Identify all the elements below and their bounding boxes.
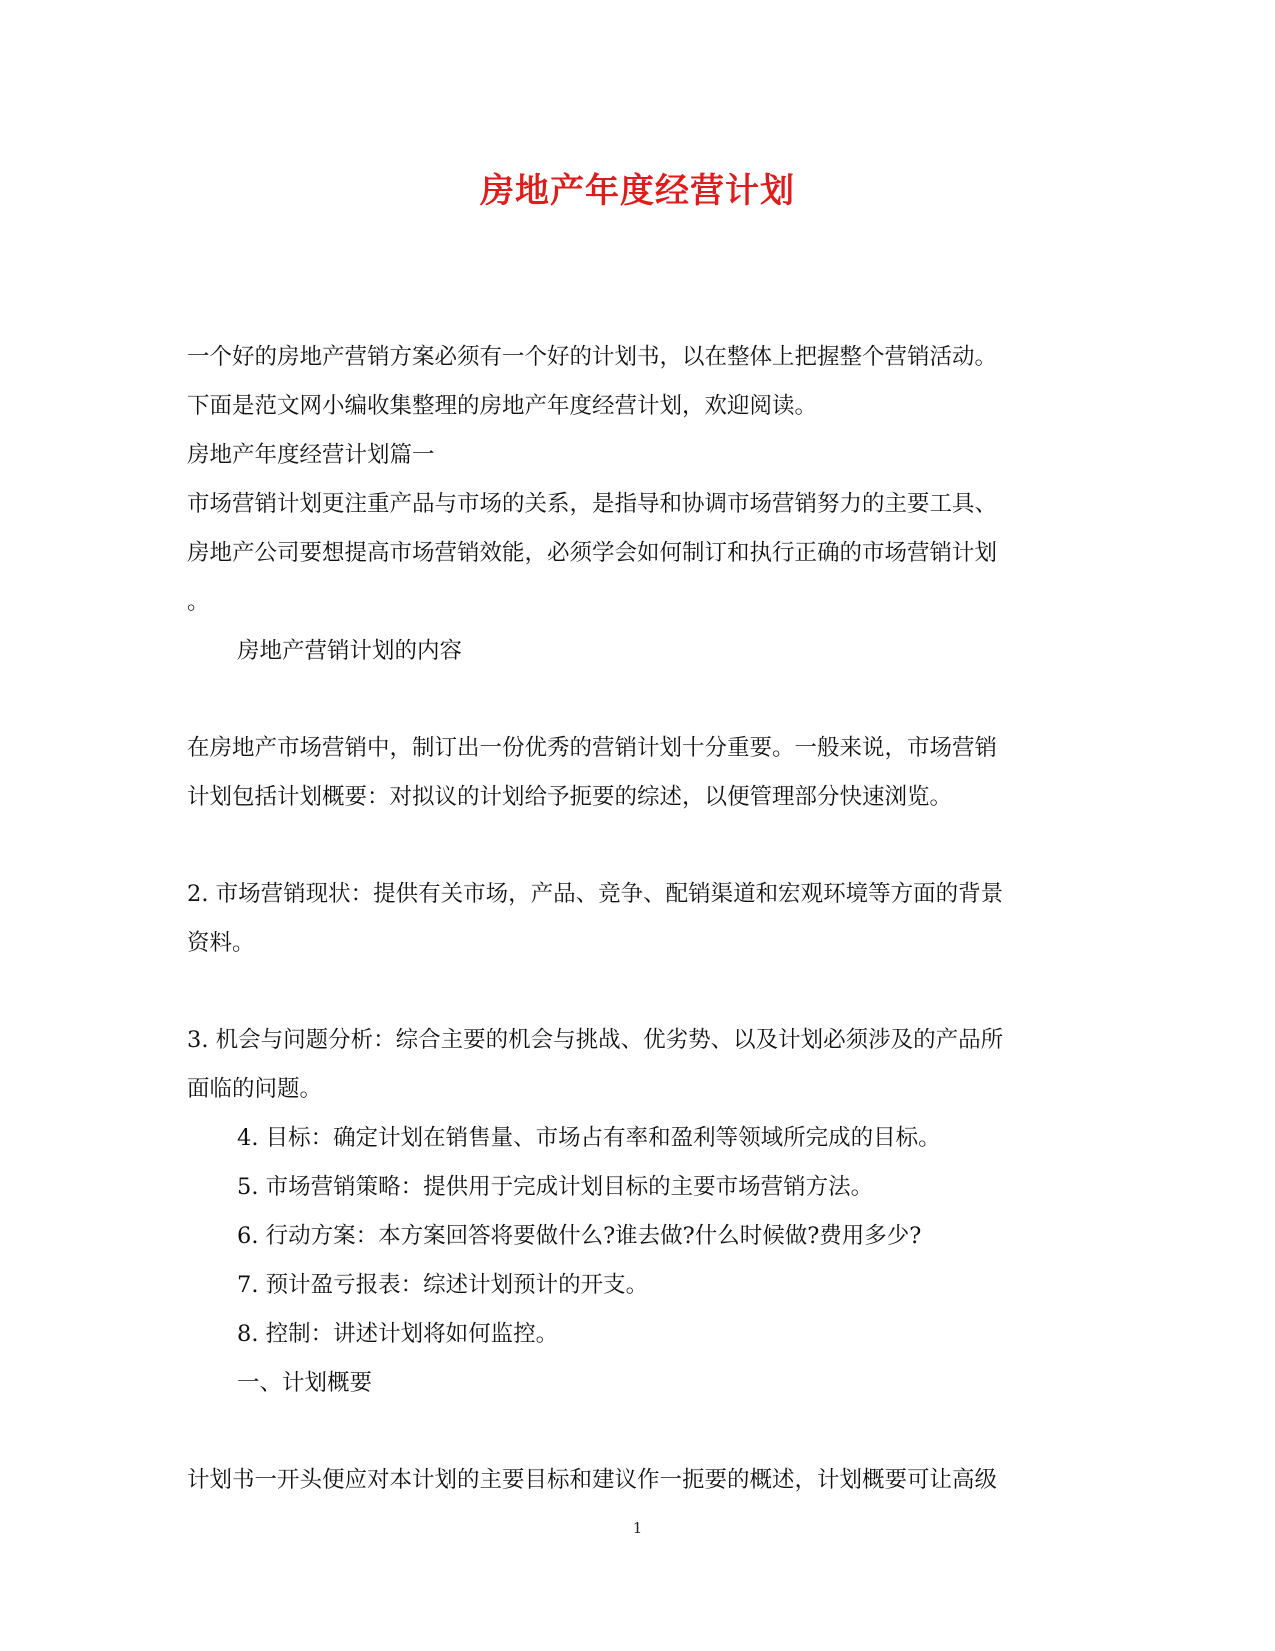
blank-line <box>187 968 1087 1016</box>
paragraph-line: 在房地产市场营销中，制订出一份优秀的营销计划十分重要。一般来说，市场营销 <box>187 735 998 761</box>
paragraph-line: 面临的问题。 <box>187 1076 323 1102</box>
blank-line <box>187 676 1087 724</box>
paragraph-line: 计划包括计划概要：对拟议的计划给予扼要的综述，以便管理部分快速浏览。 <box>187 784 953 810</box>
section-heading: 一、计划概要 <box>237 1370 373 1396</box>
blank-line <box>187 1408 1087 1456</box>
blank-line <box>187 822 1087 870</box>
paragraph-line: 资料。 <box>187 930 255 956</box>
paragraph-line: 房地产公司要想提高市场营销效能，必须学会如何制订和执行正确的市场营销计划 <box>187 540 998 566</box>
paragraph-line: 市场营销计划更注重产品与市场的关系，是指导和协调市场营销努力的主要工具、 <box>187 491 998 517</box>
paragraph-line: 。 <box>187 589 210 615</box>
list-item: 2. 市场营销现状：提供有关市场，产品、竞争、配销渠道和宏观环境等方面的背景 <box>187 881 1004 907</box>
page-number: 1 <box>632 1519 643 1537</box>
paragraph-line: 一个好的房地产营销方案必须有一个好的计划书，以在整体上把握整个营销活动。 <box>187 344 998 370</box>
list-item: 8. 控制：讲述计划将如何监控。 <box>237 1321 559 1347</box>
list-item: 5. 市场营销策略：提供用于完成计划目标的主要市场营销方法。 <box>237 1174 874 1200</box>
document-body <box>187 333 1087 1505</box>
list-item: 3. 机会与问题分析：综合主要的机会与挑战、优劣势、以及计划必须涉及的产品所 <box>187 1027 1004 1053</box>
section-heading: 房地产年度经营计划篇一 <box>187 442 435 468</box>
document-title: 房地产年度经营计划 <box>480 171 795 211</box>
list-item: 7. 预计盈亏报表：综述计划预计的开支。 <box>237 1272 649 1298</box>
subsection-heading: 房地产营销计划的内容 <box>237 638 463 664</box>
paragraph-line: 计划书一开头便应对本计划的主要目标和建议作一扼要的概述，计划概要可让高级 <box>187 1467 998 1493</box>
list-item: 6. 行动方案：本方案回答将要做什么?谁去做?什么时候做?费用多少? <box>237 1223 922 1249</box>
paragraph-line: 下面是范文网小编收集整理的房地产年度经营计划，欢迎阅读。 <box>187 393 818 419</box>
list-item: 4. 目标：确定计划在销售量、市场占有率和盈利等领域所完成的目标。 <box>237 1125 941 1151</box>
